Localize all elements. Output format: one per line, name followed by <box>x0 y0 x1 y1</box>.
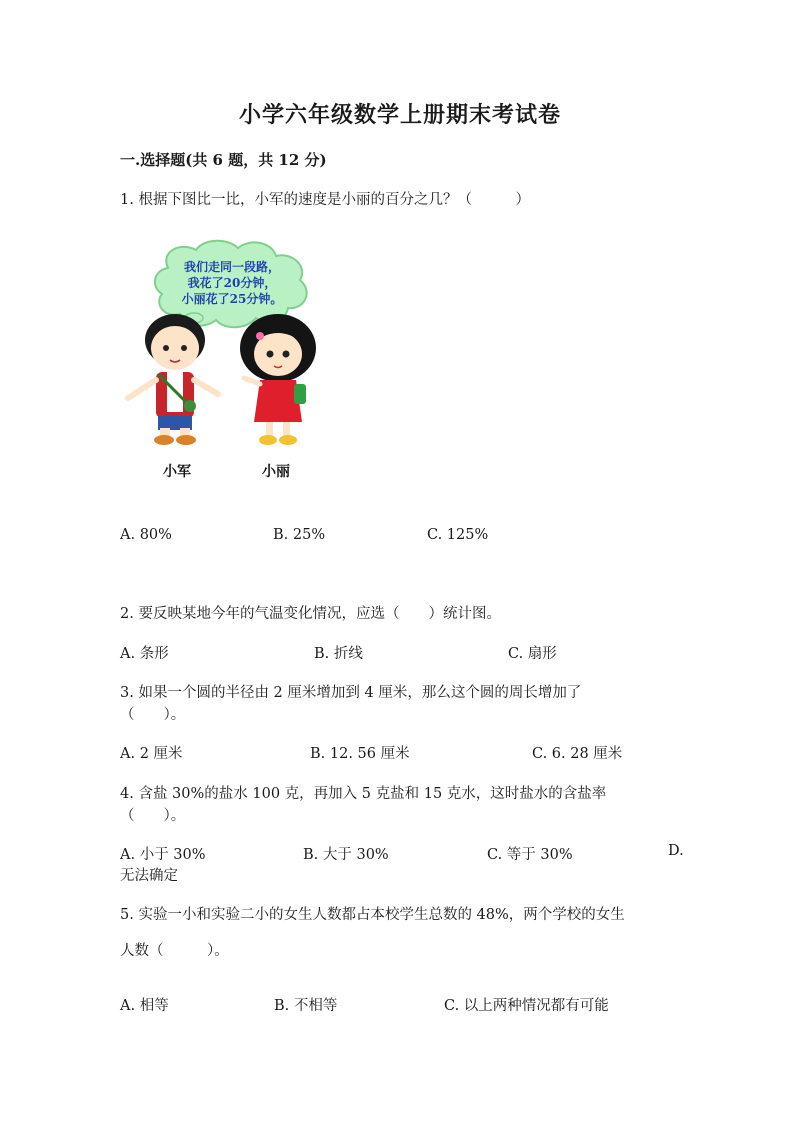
q3-option-a: A. 2 厘米 <box>120 746 183 762</box>
question-4-stem-line-2: （ ）。 <box>120 808 186 824</box>
q4-option-d-continuation: 无法确定 <box>120 868 178 884</box>
question-3-stem-line-1: 3. 如果一个圆的半径由 2 厘米增加到 4 厘米，那么这个圆的周长增加了 <box>120 685 582 701</box>
question-2-stem: 2. 要反映某地今年的气温变化情况，应选（ ）统计图。 <box>120 606 501 622</box>
boy-illustration <box>128 314 218 445</box>
question-1-figure <box>120 238 340 488</box>
girl-illustration <box>240 314 316 445</box>
q2-option-c: C. 扇形 <box>508 646 557 662</box>
q2-option-a: A. 条形 <box>120 646 169 662</box>
boy-name-label: 小军 <box>163 464 191 480</box>
q1-option-a: A. 80% <box>120 527 172 543</box>
question-5-stem-line-1: 5. 实验一小和实验二小的女生人数都占本校学生总数的 48%，两个学校的女生 <box>120 907 625 923</box>
bubble-line-3: 小丽花了25分钟。 <box>181 292 283 306</box>
q5-option-a: A. 相等 <box>120 998 169 1014</box>
q2-option-b: B. 折线 <box>314 646 363 662</box>
q4-option-a: A. 小于 30% <box>120 847 206 863</box>
bubble-line-1: 我们走同一段路， <box>183 260 281 274</box>
q4-option-c: C. 等于 30% <box>487 847 573 863</box>
bubble-line-2: 我花了20分钟， <box>187 276 277 290</box>
girl-name-label: 小丽 <box>262 464 290 480</box>
question-4-stem-line-1: 4. 含盐 30%的盐水 100 克，再加入 5 克盐和 15 克水，这时盐水的含盐率 <box>120 786 607 802</box>
q3-option-b: B. 12. 56 厘米 <box>310 746 410 762</box>
q5-option-b: B. 不相等 <box>274 998 338 1014</box>
q1-option-c: C. 125% <box>427 527 489 543</box>
q5-option-c: C. 以上两种情况都有可能 <box>444 998 609 1014</box>
q1-option-b: B. 25% <box>273 527 326 543</box>
question-5-stem-line-2: 人数（ ）。 <box>120 943 229 959</box>
exam-title: 小学六年级数学上册期末考试卷 <box>238 102 561 128</box>
section-heading: 一.选择题(共 6 题，共 12 分) <box>120 151 327 169</box>
question-3-stem-line-2: （ ）。 <box>120 707 186 723</box>
q3-option-c: C. 6. 28 厘米 <box>532 746 623 762</box>
question-1-stem: 1. 根据下图比一比，小军的速度是小丽的百分之几？（ ） <box>120 192 530 208</box>
q4-option-d: D. <box>668 843 684 859</box>
q4-option-b: B. 大于 30% <box>303 847 389 863</box>
